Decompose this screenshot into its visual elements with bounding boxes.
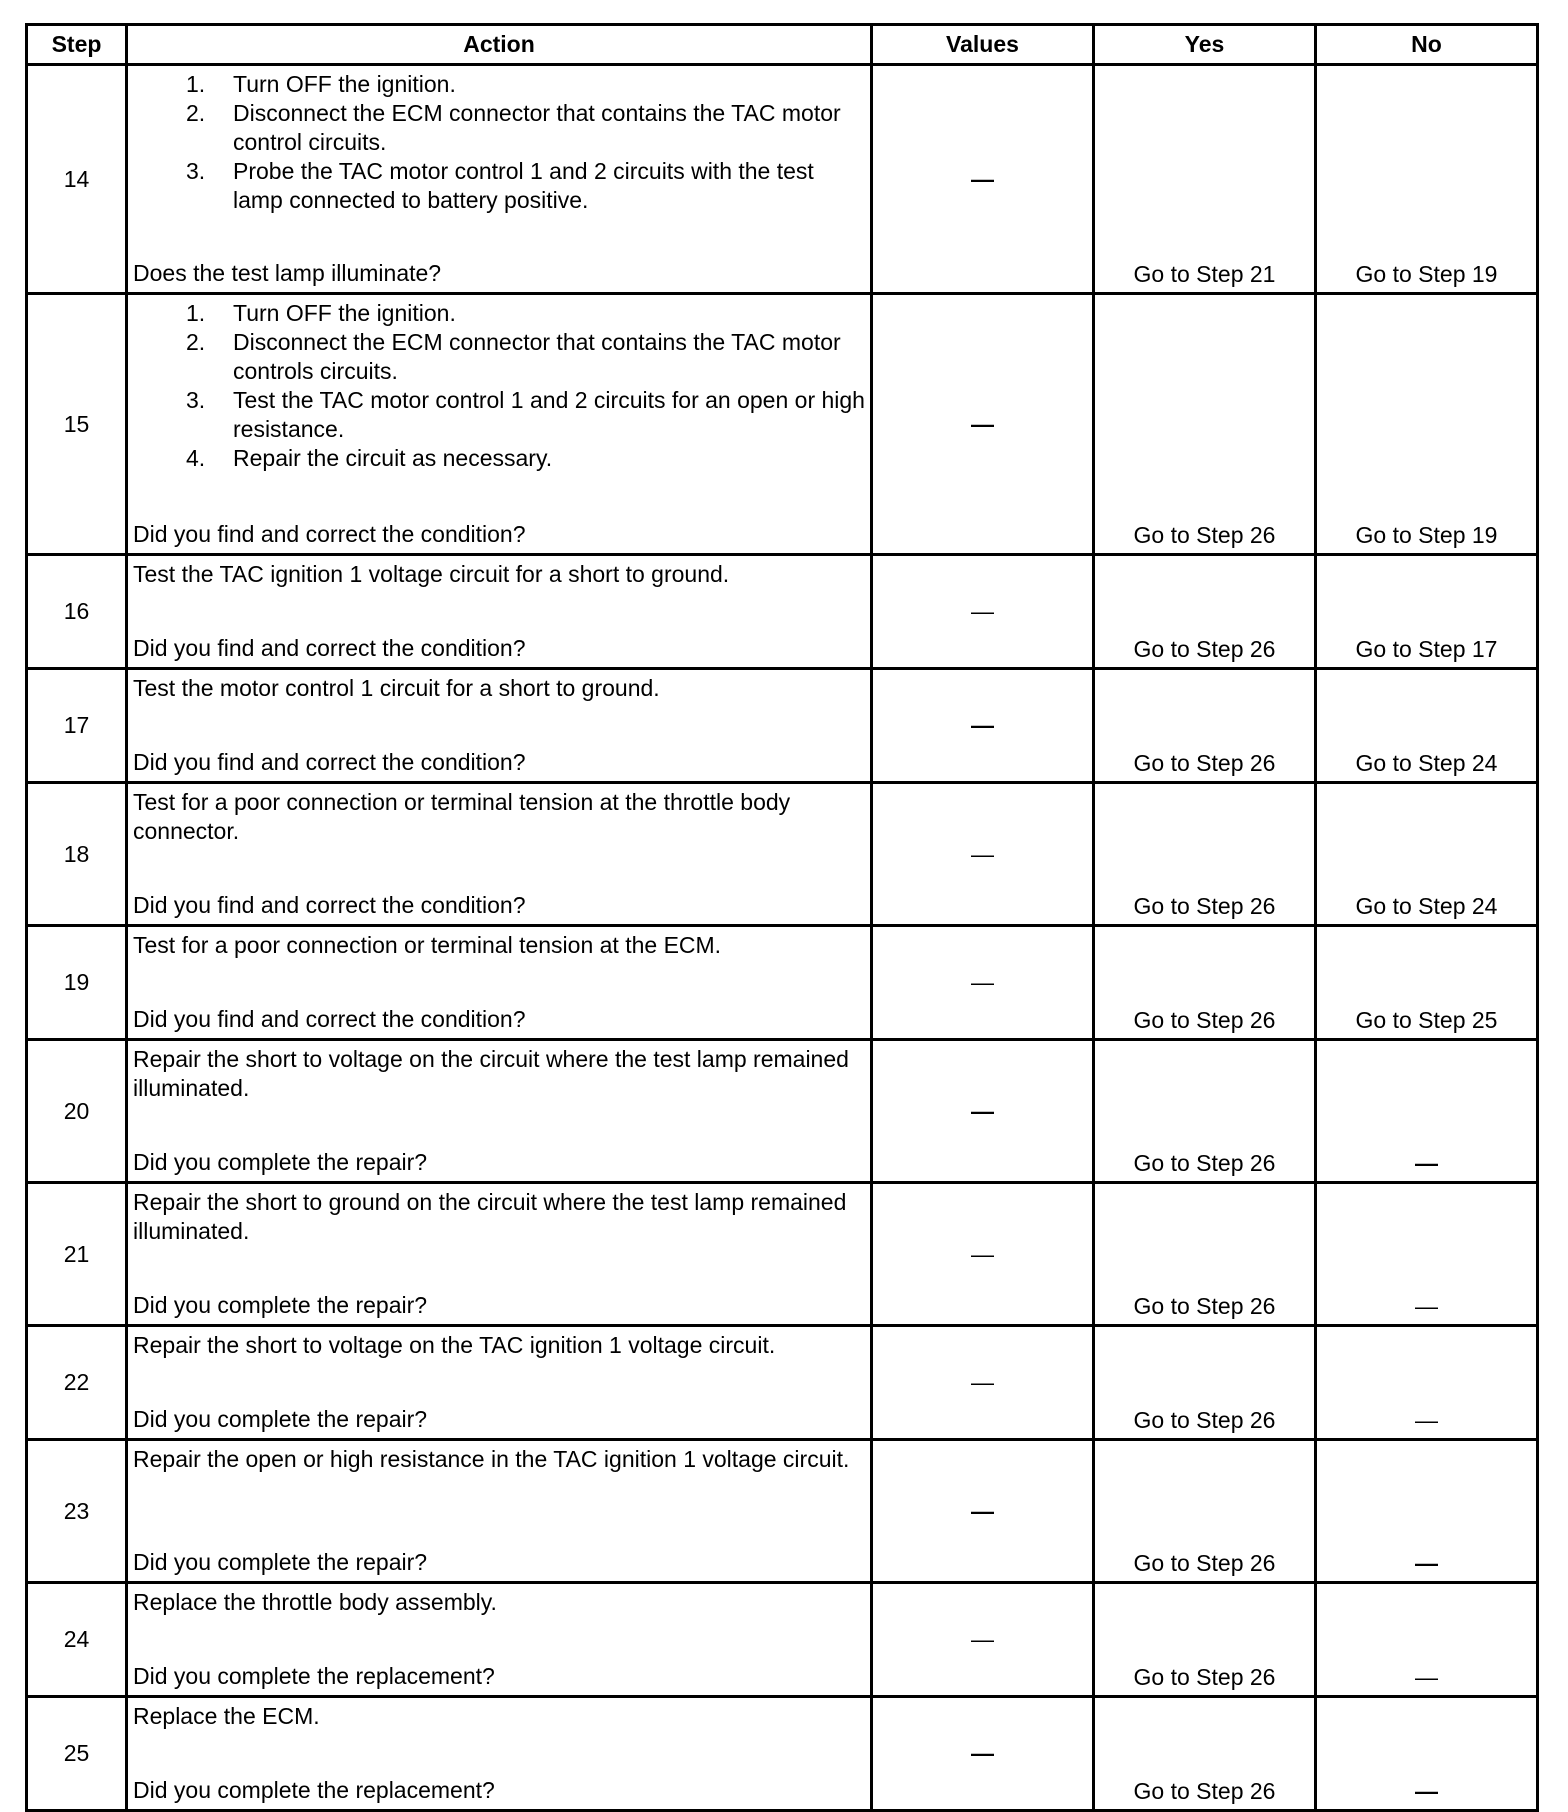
action-list-item: Repair the circuit as necessary. (233, 445, 553, 471)
values-cell (872, 783, 1094, 926)
no-text: Go to Step 19 (1355, 522, 1498, 548)
values-text: — (971, 598, 994, 624)
table-row (27, 1583, 1538, 1697)
action-content (133, 1188, 866, 1320)
action-content (133, 1702, 866, 1805)
header-no: No (1316, 25, 1538, 65)
values-text: — (971, 969, 994, 995)
action-instructions (133, 931, 866, 960)
action-content (133, 788, 866, 920)
yes-text: Go to Step 26 (1133, 1407, 1276, 1433)
table-row (27, 1326, 1538, 1440)
yes-text: Go to Step 26 (1133, 1150, 1276, 1176)
action-text: Replace the throttle body assembly. (133, 1589, 497, 1615)
yes-cell (1094, 65, 1316, 294)
values-cell (872, 1440, 1094, 1583)
step-number: 20 (27, 1040, 127, 1183)
action-cell (127, 294, 872, 555)
yes-cell (1094, 1440, 1316, 1583)
yes-text: Go to Step 26 (1133, 1293, 1276, 1319)
action-question: Did you complete the repair? (133, 1149, 428, 1175)
values-cell (872, 669, 1094, 783)
action-question: Did you find and correct the condition? (133, 1006, 526, 1032)
no-text: — (1415, 1293, 1438, 1319)
action-question: Did you complete the replacement? (133, 1663, 495, 1689)
step-number: 21 (27, 1183, 127, 1326)
table-row (27, 65, 1538, 294)
values-cell (872, 1183, 1094, 1326)
action-content (133, 1045, 866, 1177)
action-text: Replace the ECM. (133, 1703, 320, 1729)
action-instructions (133, 299, 866, 473)
table-body (27, 65, 1538, 1811)
step-number: 15 (27, 294, 127, 555)
no-cell (1316, 1326, 1538, 1440)
yes-text: Go to Step 26 (1133, 1550, 1276, 1576)
action-cell (127, 1697, 872, 1811)
no-cell (1316, 294, 1538, 555)
no-cell (1316, 1583, 1538, 1697)
action-list-item: Turn OFF the ignition. (233, 71, 456, 97)
values-text: — (971, 840, 994, 867)
no-cell (1316, 926, 1538, 1040)
no-text: Go to Step 24 (1355, 893, 1498, 919)
step-number: 19 (27, 926, 127, 1040)
no-cell (1316, 1697, 1538, 1811)
action-instructions (133, 1588, 866, 1617)
no-cell (1316, 65, 1538, 294)
action-content (133, 1588, 866, 1691)
values-text: — (971, 1497, 994, 1524)
no-cell (1316, 1440, 1538, 1583)
yes-cell (1094, 1040, 1316, 1183)
action-cell (127, 1440, 872, 1583)
no-text: — (1415, 1778, 1438, 1804)
action-question: Does the test lamp illuminate? (133, 260, 442, 286)
no-text: — (1415, 1150, 1438, 1176)
action-question: Did you complete the replacement? (133, 1777, 495, 1803)
values-text: — (971, 1369, 994, 1395)
no-text: Go to Step 19 (1355, 261, 1498, 287)
action-question: Did you find and correct the condition? (133, 892, 526, 918)
action-cell (127, 555, 872, 669)
action-question: Did you complete the repair? (133, 1549, 428, 1575)
action-instructions (133, 788, 866, 846)
action-question: Did you find and correct the condition? (133, 521, 526, 547)
step-number: 18 (27, 783, 127, 926)
action-cell (127, 1040, 872, 1183)
action-content (133, 299, 866, 549)
no-cell (1316, 1040, 1538, 1183)
action-question: Did you complete the repair? (133, 1292, 428, 1318)
header-action: Action (127, 25, 872, 65)
step-number: 25 (27, 1697, 127, 1811)
action-instructions (133, 1188, 866, 1246)
action-step-list (133, 299, 866, 473)
yes-cell (1094, 294, 1316, 555)
action-instructions (133, 1331, 866, 1360)
action-question: Did you find and correct the condition? (133, 635, 526, 661)
no-cell (1316, 669, 1538, 783)
action-list-item: Disconnect the ECM connector that contains the TAC motor controls circuits. (233, 329, 841, 384)
action-cell (127, 1583, 872, 1697)
values-cell (872, 1326, 1094, 1440)
values-text: — (971, 410, 994, 437)
values-text: — (971, 1240, 994, 1267)
step-number: 17 (27, 669, 127, 783)
step-number: 23 (27, 1440, 127, 1583)
action-text: Repair the short to ground on the circuit where the test lamp remained illuminated. (133, 1189, 847, 1244)
action-step-list (133, 70, 866, 215)
table-row (27, 669, 1538, 783)
values-text: — (971, 1626, 994, 1652)
action-text: Test for a poor connection or terminal tension at the ECM. (133, 932, 722, 958)
action-cell (127, 65, 872, 294)
values-cell (872, 926, 1094, 1040)
action-instructions (133, 1045, 866, 1103)
values-cell (872, 294, 1094, 555)
values-cell (872, 555, 1094, 669)
action-instructions (133, 1445, 866, 1474)
action-text: Repair the short to voltage on the circuit where the test lamp remained illuminated. (133, 1046, 849, 1101)
yes-text: Go to Step 26 (1133, 1778, 1276, 1804)
values-text: — (971, 712, 994, 738)
action-cell (127, 669, 872, 783)
diagnostic-table (25, 23, 1539, 1812)
yes-cell (1094, 1583, 1316, 1697)
step-number: 14 (27, 65, 127, 294)
table-row (27, 1440, 1538, 1583)
action-list-item: Disconnect the ECM connector that contains the TAC motor control circuits. (233, 100, 841, 155)
table-row (27, 1697, 1538, 1811)
table-row (27, 1040, 1538, 1183)
yes-cell (1094, 926, 1316, 1040)
values-cell (872, 65, 1094, 294)
yes-text: Go to Step 26 (1133, 1664, 1276, 1690)
yes-cell (1094, 669, 1316, 783)
values-cell (872, 1040, 1094, 1183)
action-text: Test the motor control 1 circuit for a short to ground. (133, 675, 660, 701)
yes-cell (1094, 1183, 1316, 1326)
no-text: Go to Step 17 (1355, 636, 1498, 662)
step-number: 24 (27, 1583, 127, 1697)
values-text: — (971, 1740, 994, 1766)
table-row (27, 783, 1538, 926)
yes-text: Go to Step 26 (1133, 636, 1276, 662)
action-instructions (133, 674, 866, 703)
action-content (133, 674, 866, 777)
no-text: — (1415, 1550, 1438, 1576)
action-list-item: Test the TAC motor control 1 and 2 circuits for an open or high resistance. (233, 387, 865, 442)
no-cell (1316, 1183, 1538, 1326)
action-instructions (133, 560, 866, 589)
values-cell (872, 1583, 1094, 1697)
action-question: Did you complete the repair? (133, 1406, 428, 1432)
yes-text: Go to Step 26 (1133, 893, 1276, 919)
no-cell (1316, 783, 1538, 926)
values-cell (872, 1697, 1094, 1811)
header-yes: Yes (1094, 25, 1316, 65)
values-text: — (971, 1097, 994, 1124)
action-content (133, 931, 866, 1034)
values-text: — (971, 165, 994, 192)
step-number: 22 (27, 1326, 127, 1440)
action-cell (127, 1326, 872, 1440)
table-row (27, 555, 1538, 669)
header-step: Step (27, 25, 127, 65)
step-number: 16 (27, 555, 127, 669)
action-content (133, 560, 866, 663)
action-cell (127, 926, 872, 1040)
action-cell (127, 783, 872, 926)
yes-text: Go to Step 21 (1133, 261, 1276, 287)
no-text: — (1415, 1407, 1438, 1433)
action-list-item: Probe the TAC motor control 1 and 2 circuits with the test lamp connected to battery positive. (233, 158, 814, 213)
no-text: Go to Step 25 (1355, 1007, 1498, 1033)
action-question: Did you find and correct the condition? (133, 749, 526, 775)
action-content (133, 1445, 866, 1577)
action-text: Test for a poor connection or terminal tension at the throttle body connector. (133, 789, 791, 844)
yes-text: Go to Step 26 (1133, 522, 1276, 548)
yes-text: Go to Step 26 (1133, 750, 1276, 776)
yes-cell (1094, 1697, 1316, 1811)
yes-cell (1094, 783, 1316, 926)
no-cell (1316, 555, 1538, 669)
action-content (133, 1331, 866, 1434)
action-instructions (133, 1702, 866, 1731)
action-text: Test the TAC ignition 1 voltage circuit for a short to ground. (133, 561, 730, 587)
action-text: Repair the open or high resistance in the TAC ignition 1 voltage circuit. (133, 1446, 850, 1472)
action-cell (127, 1183, 872, 1326)
header-row (27, 25, 1538, 65)
action-list-item: Turn OFF the ignition. (233, 300, 456, 326)
header-values: Values (872, 25, 1094, 65)
action-text: Repair the short to voltage on the TAC ignition 1 voltage circuit. (133, 1332, 776, 1358)
yes-cell (1094, 555, 1316, 669)
table-row (27, 294, 1538, 555)
table-row (27, 926, 1538, 1040)
yes-text: Go to Step 26 (1133, 1007, 1276, 1033)
no-text: — (1415, 1664, 1438, 1690)
no-text: Go to Step 24 (1355, 750, 1498, 776)
action-content (133, 70, 866, 288)
yes-cell (1094, 1326, 1316, 1440)
action-instructions (133, 70, 866, 215)
table-row (27, 1183, 1538, 1326)
